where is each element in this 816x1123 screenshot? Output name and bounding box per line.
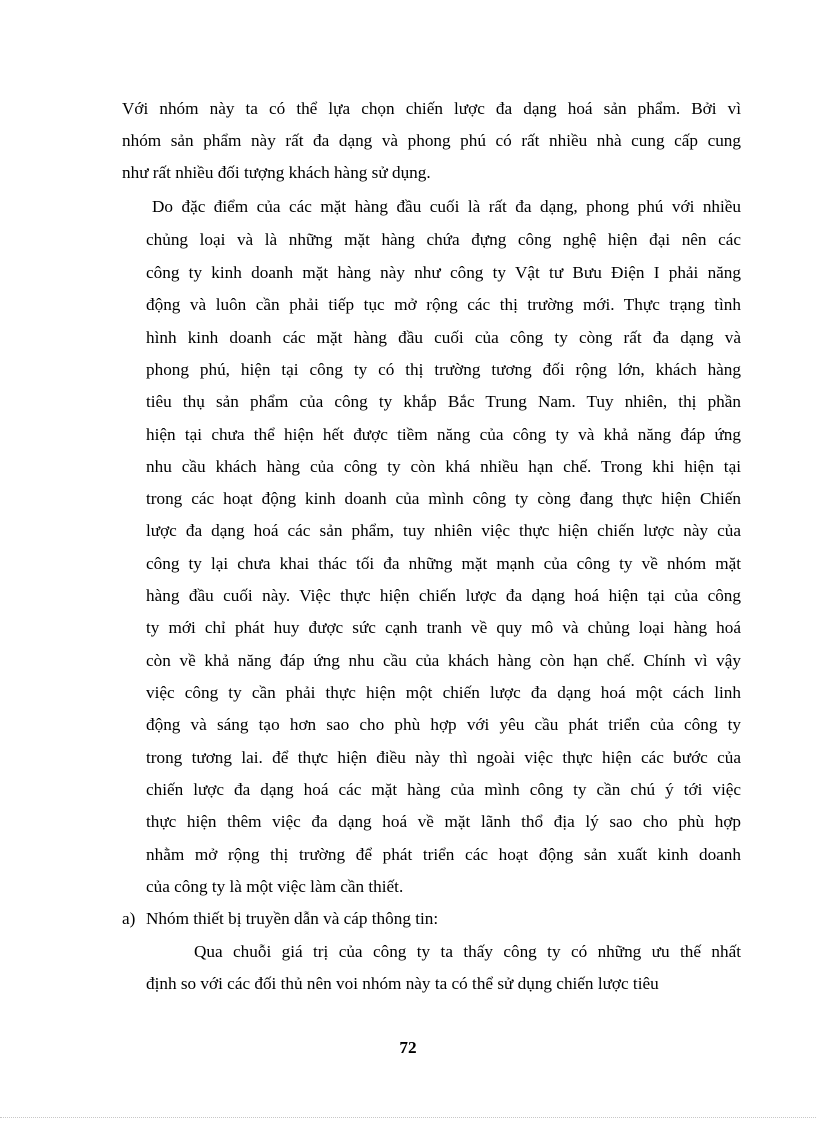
text-line: nhằm mở rộng thị trường để phát triển các hoạt động sản xuất kinh doanh — [146, 845, 741, 864]
text-line: của công ty là một việc làm cần thiết. — [146, 877, 404, 896]
text-line: động và luôn cần phải tiếp tục mở rộng các thị trường mới. Thực trạng tình — [146, 295, 741, 314]
text-line: trong tương lai. để thực hiện điều này thì ngoài việc thực hiện các bước của — [146, 748, 741, 767]
text-line: Với nhóm này ta có thể lựa chọn chiến lược đa dạng hoá sản phẩm. Bởi vì — [122, 99, 741, 118]
text-line: Do đặc điểm của các mặt hàng đầu cuối là rất đa dạng, phong phú với nhiều — [152, 197, 741, 216]
text-line: phong phú, hiện tại công ty có thị trường tương đối rộng lớn, khách hàng — [146, 360, 741, 379]
page-number: 72 — [399, 1038, 417, 1057]
text-line: trong các hoạt động kinh doanh của mình công ty còng đang thực hiện Chiến — [146, 489, 741, 508]
text-line: công ty lại chưa khai thác tối đa những mặt mạnh của công ty về nhóm mặt — [146, 554, 741, 573]
text-line: nhóm sản phẩm này rất đa dạng và phong phú có rất nhiều nhà cung cấp cung — [122, 131, 741, 150]
text-line: Qua chuỗi giá trị của công ty ta thấy công ty có những ưu thế nhất — [194, 942, 741, 961]
text-line: định so với các đối thủ nên voi nhóm này ta có thể sử dụng chiến lược tiêu — [146, 974, 659, 993]
text-line: nhu cầu khách hàng của công ty còn khá nhiều hạn chế. Trong khi hiện tại — [146, 457, 741, 476]
text-line: tiêu thụ sản phẩm của công ty khắp Bắc Trung Nam. Tuy nhiên, thị phần — [146, 392, 741, 411]
text-line: chủng loại và là những mặt hàng chứa đựng công nghệ hiện đại nên các — [146, 230, 741, 249]
list-item-text: Nhóm thiết bị truyền dẫn và cáp thông tin: — [146, 909, 439, 928]
list-marker: a) — [122, 909, 136, 928]
text-line: như rất nhiều đối tượng khách hàng sử dụng. — [122, 163, 431, 182]
page-bottom-border — [0, 1117, 816, 1118]
text-line: động và sáng tạo hơn sao cho phù hợp với yêu cầu phát triển của công ty — [146, 715, 741, 734]
text-line: hàng đầu cuối này. Việc thực hiện chiến lược đa dạng hoá hiện tại của công — [146, 586, 741, 605]
text-line: công ty kinh doanh mặt hàng này như công ty Vật tư Bưu Điện I phải năng — [146, 263, 741, 282]
text-line: ty mới chỉ phát huy được sức cạnh tranh về quy mô và chủng loại hàng hoá — [146, 618, 741, 637]
text-line: việc công ty cần phải thực hiện một chiến lược đa dạng hoá một cách linh — [146, 683, 741, 702]
text-line: thực hiện thêm việc đa dạng hoá về mặt lãnh thổ địa lý sao cho phù hợp — [146, 812, 741, 831]
text-line: lược đa dạng hoá các sản phẩm, tuy nhiên việc thực hiện chiến lược này của — [146, 521, 741, 540]
text-line: hiện tại chưa thể hiện hết được tiềm năng của công ty và khả năng đáp ứng — [146, 425, 741, 444]
text-line: chiến lược đa dạng hoá các mặt hàng của mình công ty cần chú ý tới việc — [146, 780, 741, 799]
text-line: hình kinh doanh các mặt hàng đầu cuối của công ty còng rất đa dạng và — [146, 328, 741, 347]
text-line: còn về khả năng đáp ứng nhu cầu của khách hàng còn hạn chế. Chính vì vậy — [146, 651, 741, 670]
